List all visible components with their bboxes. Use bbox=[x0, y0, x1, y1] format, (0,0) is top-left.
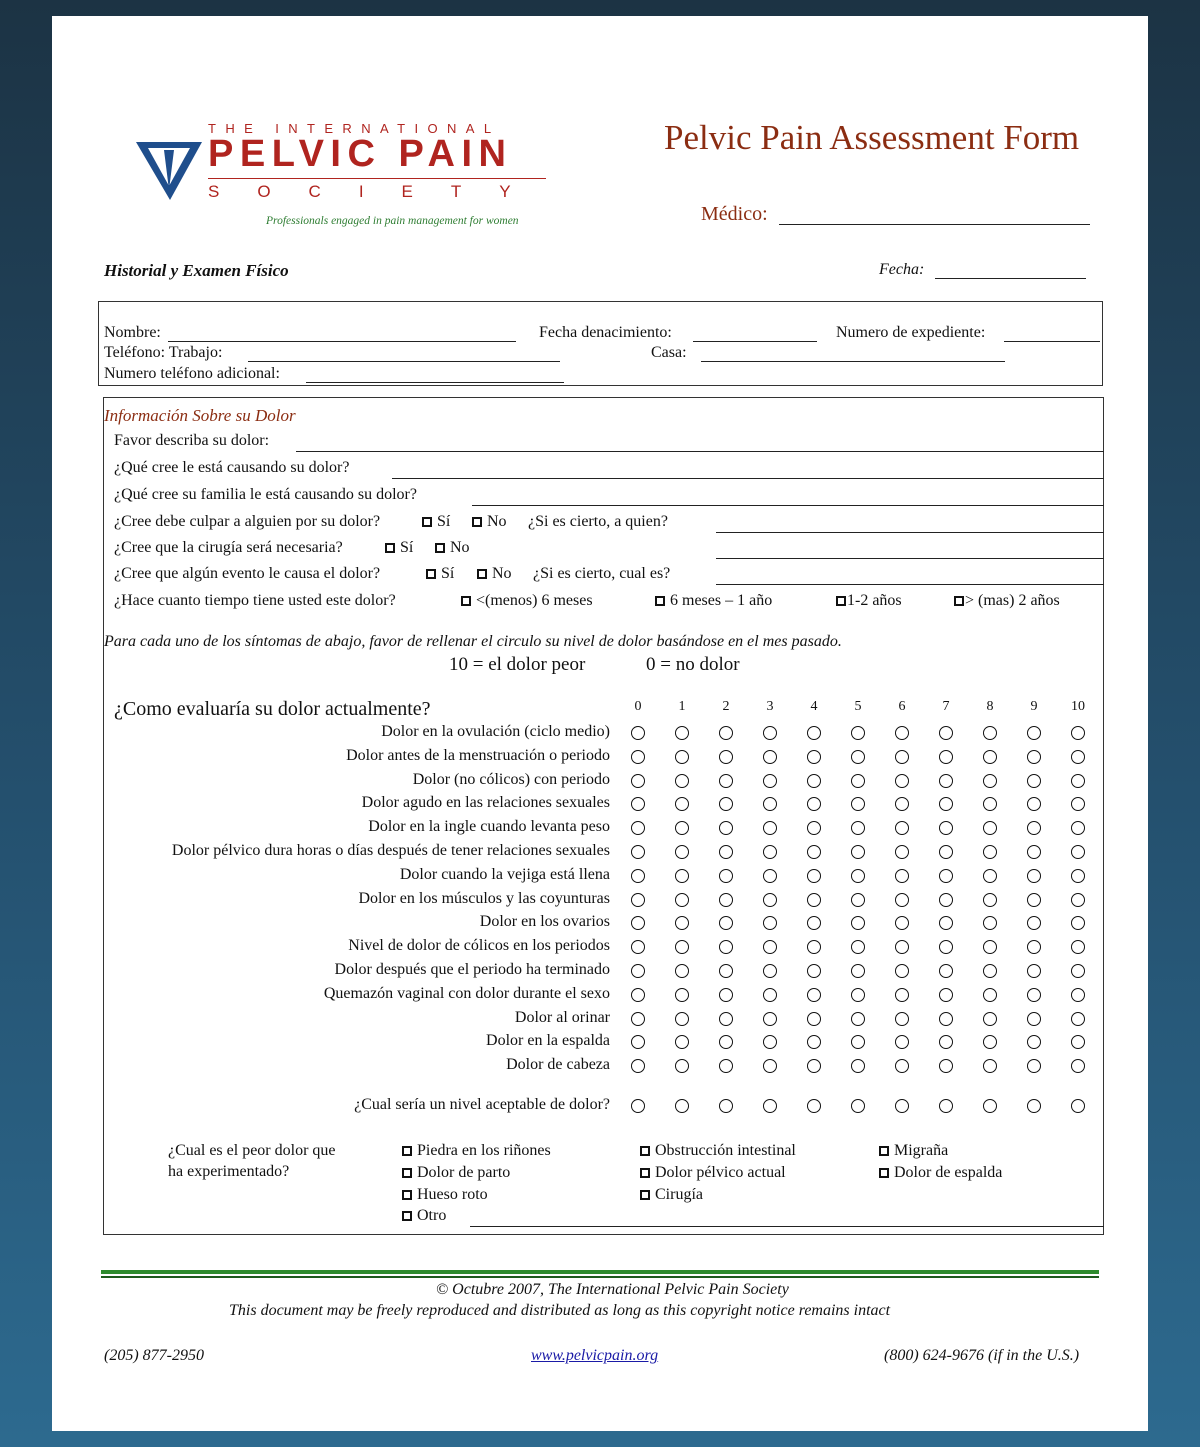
rating-radio-0[interactable] bbox=[631, 893, 645, 907]
worst-option-col2-1[interactable]: Dolor pélvico actual bbox=[640, 1164, 786, 1182]
symptom-label: Dolor de cabeza bbox=[506, 1056, 610, 1074]
rating-radio-6[interactable] bbox=[895, 845, 909, 859]
scale-instructions: Para cada uno de los síntomas de abajo, favor de rellenar el circulo su nivel de dolor basándose en el mes pasado. bbox=[104, 633, 842, 650]
rating-radio-3[interactable] bbox=[763, 750, 777, 764]
expediente-field[interactable] bbox=[1004, 341, 1100, 342]
worst-option-col2-0[interactable]: Obstrucción intestinal bbox=[640, 1142, 796, 1160]
event-yes-checkbox[interactable]: Sí bbox=[426, 565, 454, 583]
describe-field[interactable] bbox=[296, 451, 1104, 452]
scale-number-7: 7 bbox=[942, 699, 950, 714]
expediente-label: Numero de expediente: bbox=[836, 324, 986, 341]
rating-radio-1[interactable] bbox=[675, 988, 689, 1002]
acceptable-radio-1[interactable] bbox=[675, 1099, 689, 1113]
rating-radio-2[interactable] bbox=[719, 988, 733, 1002]
rating-radio-10[interactable] bbox=[1071, 726, 1085, 740]
rating-radio-2[interactable] bbox=[719, 964, 733, 978]
rating-radio-7[interactable] bbox=[939, 1012, 953, 1026]
fecha-nacimiento-label: Fecha denacimiento: bbox=[539, 324, 672, 341]
rating-radio-2[interactable] bbox=[719, 893, 733, 907]
form-title: Pelvic Pain Assessment Form bbox=[664, 118, 1080, 157]
rating-radio-7[interactable] bbox=[939, 869, 953, 883]
rating-radio-6[interactable] bbox=[895, 964, 909, 978]
duration-option-2[interactable]: 6 meses – 1 año bbox=[655, 592, 772, 610]
symptom-label: Dolor en la ovulación (ciclo medio) bbox=[381, 723, 610, 740]
rating-radio-8[interactable] bbox=[983, 845, 997, 859]
scale-number-4: 4 bbox=[810, 699, 818, 714]
rating-radio-10[interactable] bbox=[1071, 750, 1085, 764]
rating-radio-1[interactable] bbox=[675, 1012, 689, 1026]
rating-radio-0[interactable] bbox=[631, 845, 645, 859]
rating-radio-5[interactable] bbox=[851, 988, 865, 1002]
event-which-field[interactable] bbox=[716, 584, 1104, 585]
acceptable-radio-3[interactable] bbox=[763, 1099, 777, 1113]
telefono-trabajo-label: Teléfono: Trabajo: bbox=[104, 344, 223, 361]
telefono-trabajo-field[interactable] bbox=[248, 361, 560, 362]
logo-line3: SOCIETY bbox=[208, 182, 549, 201]
symptom-label: Dolor en los ovarios bbox=[479, 913, 610, 931]
fecha-field[interactable] bbox=[935, 278, 1086, 279]
rating-radio-0[interactable] bbox=[631, 988, 645, 1002]
symptom-label: Dolor agudo en las relaciones sexuales bbox=[361, 794, 610, 812]
symptom-label: Dolor después que el periodo ha terminado bbox=[334, 961, 610, 978]
blame-who-label: ¿Si es cierto, a quien? bbox=[528, 513, 668, 530]
scale-number-3: 3 bbox=[766, 699, 774, 714]
rating-radio-0[interactable] bbox=[631, 964, 645, 978]
acceptable-radio-6[interactable] bbox=[895, 1099, 909, 1113]
duration-label: ¿Hace cuanto tiempo tiene usted este dolor? bbox=[114, 592, 396, 609]
event-label: ¿Cree que algún evento le causa el dolor? bbox=[114, 565, 381, 582]
symptom-label: Nivel de dolor de cólicos en los periodos bbox=[348, 937, 610, 955]
acceptable-radio-9[interactable] bbox=[1027, 1099, 1041, 1113]
rating-radio-3[interactable] bbox=[763, 726, 777, 740]
casa-label: Casa: bbox=[651, 344, 687, 361]
scale-number-9: 9 bbox=[1030, 699, 1038, 714]
rating-radio-0[interactable] bbox=[631, 726, 645, 740]
otro-field[interactable] bbox=[470, 1226, 1104, 1227]
surgery-no-checkbox[interactable]: No bbox=[435, 539, 470, 557]
acceptable-radio-0[interactable] bbox=[631, 1099, 645, 1113]
family-label: ¿Qué cree su familia le está causando su dolor? bbox=[114, 486, 417, 503]
scale-number-6: 6 bbox=[898, 699, 906, 714]
rating-radio-0[interactable] bbox=[631, 869, 645, 883]
fecha-label: Fecha: bbox=[879, 261, 925, 278]
rating-radio-4[interactable] bbox=[807, 774, 821, 788]
rating-radio-6[interactable] bbox=[895, 750, 909, 764]
worst-option-col3-0[interactable]: Migraña bbox=[879, 1142, 948, 1160]
rating-radio-5[interactable] bbox=[851, 774, 865, 788]
rating-radio-2[interactable] bbox=[719, 726, 733, 740]
surgery-rule bbox=[716, 558, 1104, 559]
scale-number-8: 8 bbox=[986, 699, 994, 714]
rating-radio-4[interactable] bbox=[807, 988, 821, 1002]
rating-radio-3[interactable] bbox=[763, 964, 777, 978]
rating-radio-8[interactable] bbox=[983, 988, 997, 1002]
symptom-label: Dolor cuando la vejiga está llena bbox=[399, 865, 610, 883]
rating-radio-8[interactable] bbox=[983, 726, 997, 740]
rating-radio-3[interactable] bbox=[763, 774, 777, 788]
acceptable-radio-2[interactable] bbox=[719, 1099, 733, 1113]
footer-rule-green bbox=[101, 1270, 1099, 1274]
rating-radio-5[interactable] bbox=[851, 726, 865, 740]
symptom-label: Dolor en los músculos y las coyunturas bbox=[358, 889, 610, 907]
symptom-label: Dolor al orinar bbox=[514, 1008, 610, 1026]
acceptable-radio-10[interactable] bbox=[1071, 1099, 1085, 1113]
logo-divider bbox=[208, 178, 546, 179]
symptom-label: Dolor antes de la menstruación o periodo bbox=[346, 746, 610, 764]
event-no-checkbox[interactable]: No bbox=[477, 565, 512, 583]
rating-radio-9[interactable] bbox=[1027, 964, 1041, 978]
rating-radio-4[interactable] bbox=[807, 726, 821, 740]
rating-radio-0[interactable] bbox=[631, 750, 645, 764]
blame-yes-checkbox[interactable]: Sí bbox=[422, 513, 450, 531]
rating-radio-1[interactable] bbox=[675, 964, 689, 978]
symptom-label: Dolor en la espalda bbox=[486, 1032, 610, 1050]
rating-radio-10[interactable] bbox=[1071, 1012, 1085, 1026]
acceptable-radio-4[interactable] bbox=[807, 1099, 821, 1113]
rating-radio-9[interactable] bbox=[1027, 1012, 1041, 1026]
rating-radio-9[interactable] bbox=[1027, 726, 1041, 740]
rating-radio-5[interactable] bbox=[851, 845, 865, 859]
telefono-adicional-label: Numero teléfono adicional: bbox=[104, 365, 280, 382]
rating-radio-6[interactable] bbox=[895, 1012, 909, 1026]
worst-option-col1-3[interactable]: Otro bbox=[402, 1207, 446, 1225]
symptom-label: Dolor en la ingle cuando levanta peso bbox=[368, 818, 610, 836]
rating-radio-10[interactable] bbox=[1071, 845, 1085, 859]
logo-tagline: Professionals engaged in pain management for women bbox=[266, 215, 519, 227]
rating-radio-5[interactable] bbox=[851, 964, 865, 978]
rating-radio-2[interactable] bbox=[719, 750, 733, 764]
rating-radio-6[interactable] bbox=[895, 988, 909, 1002]
rating-radio-9[interactable] bbox=[1027, 893, 1041, 907]
scale-number-10: 10 bbox=[1071, 699, 1085, 714]
scale-number-5: 5 bbox=[854, 699, 862, 714]
rating-radio-9[interactable] bbox=[1027, 774, 1041, 788]
worst-option-col1-0[interactable]: Piedra en los riñones bbox=[402, 1142, 551, 1160]
duration-option-3[interactable]: 1-2 años bbox=[836, 592, 902, 610]
acceptable-label: ¿Cual sería un nivel aceptable de dolor? bbox=[354, 1096, 610, 1113]
rating-radio-3[interactable] bbox=[763, 869, 777, 883]
acceptable-radio-8[interactable] bbox=[983, 1099, 997, 1113]
casa-field[interactable] bbox=[701, 361, 1005, 362]
duration-option-4[interactable]: > (mas) 2 años bbox=[954, 592, 1060, 610]
describe-label: Favor describa su dolor: bbox=[114, 432, 270, 449]
rating-radio-0[interactable] bbox=[631, 1012, 645, 1026]
rating-radio-2[interactable] bbox=[719, 845, 733, 859]
rating-radio-4[interactable] bbox=[807, 750, 821, 764]
footer-copyright: © Octubre 2007, The International Pelvic Pain Society bbox=[436, 1281, 789, 1298]
worst-option-col1-2[interactable]: Hueso roto bbox=[402, 1186, 488, 1204]
nombre-field[interactable] bbox=[168, 341, 516, 342]
rating-radio-10[interactable] bbox=[1071, 893, 1085, 907]
surgery-label: ¿Cree que la cirugía será necesaria? bbox=[114, 539, 343, 556]
rating-radio-7[interactable] bbox=[939, 964, 953, 978]
cause-label: ¿Qué cree le está causando su dolor? bbox=[114, 459, 350, 476]
rating-radio-9[interactable] bbox=[1027, 869, 1041, 883]
scale-number-0: 0 bbox=[634, 699, 642, 714]
rating-radio-1[interactable] bbox=[675, 845, 689, 859]
fecha-nacimiento-field[interactable] bbox=[693, 341, 817, 342]
rating-radio-7[interactable] bbox=[939, 726, 953, 740]
worst-question-line1: ¿Cual es el peor dolor que bbox=[168, 1142, 336, 1159]
scale-max-label: 10 = el dolor peor bbox=[449, 654, 586, 675]
rating-radio-7[interactable] bbox=[939, 988, 953, 1002]
nombre-label: Nombre: bbox=[104, 324, 161, 341]
rating-radio-9[interactable] bbox=[1027, 845, 1041, 859]
footer-rule-dark bbox=[101, 1276, 1099, 1278]
rating-radio-6[interactable] bbox=[895, 726, 909, 740]
worst-question-line2: ha experimentado? bbox=[168, 1163, 290, 1180]
surgery-yes-checkbox[interactable]: Sí bbox=[385, 539, 413, 557]
rating-radio-2[interactable] bbox=[719, 869, 733, 883]
rating-radio-10[interactable] bbox=[1071, 964, 1085, 978]
acceptable-radio-5[interactable] bbox=[851, 1099, 865, 1113]
rating-radio-1[interactable] bbox=[675, 774, 689, 788]
medico-field[interactable] bbox=[779, 224, 1090, 225]
scale-number-2: 2 bbox=[722, 699, 730, 714]
rating-radio-10[interactable] bbox=[1071, 774, 1085, 788]
rating-radio-7[interactable] bbox=[939, 893, 953, 907]
rating-question: ¿Como evaluaría su dolor actualmente? bbox=[114, 698, 431, 720]
footer-phone-us: (800) 624-9676 (if in the U.S.) bbox=[884, 1347, 1080, 1364]
rating-radio-2[interactable] bbox=[719, 774, 733, 788]
pain-info-title: Información Sobre su Dolor bbox=[104, 406, 296, 425]
rating-radio-1[interactable] bbox=[675, 750, 689, 764]
rating-radio-5[interactable] bbox=[851, 869, 865, 883]
rating-radio-4[interactable] bbox=[807, 893, 821, 907]
worst-option-col1-1[interactable]: Dolor de parto bbox=[402, 1164, 510, 1182]
rating-radio-8[interactable] bbox=[983, 774, 997, 788]
rating-radio-1[interactable] bbox=[675, 726, 689, 740]
rating-radio-3[interactable] bbox=[763, 845, 777, 859]
rating-radio-9[interactable] bbox=[1027, 750, 1041, 764]
symptom-label: Dolor (no cólicos) con periodo bbox=[412, 770, 610, 788]
rating-radio-10[interactable] bbox=[1071, 869, 1085, 883]
cause-field[interactable] bbox=[392, 478, 1104, 479]
rating-radio-1[interactable] bbox=[675, 869, 689, 883]
footer-website-link[interactable]: www.pelvicpain.org bbox=[531, 1347, 659, 1364]
medico-label: Médico: bbox=[701, 203, 768, 225]
rating-radio-1[interactable] bbox=[675, 893, 689, 907]
rating-radio-7[interactable] bbox=[939, 774, 953, 788]
symptom-label: Dolor pélvico dura horas o días después de tener relaciones sexuales bbox=[171, 842, 610, 859]
rating-radio-9[interactable] bbox=[1027, 988, 1041, 1002]
event-which-label: ¿Si es cierto, cual es? bbox=[533, 565, 671, 582]
rating-radio-8[interactable] bbox=[983, 750, 997, 764]
scale-min-label: 0 = no dolor bbox=[646, 654, 740, 675]
rating-radio-4[interactable] bbox=[807, 1012, 821, 1026]
worst-option-col3-1[interactable]: Dolor de espalda bbox=[879, 1164, 1002, 1182]
rating-radio-4[interactable] bbox=[807, 845, 821, 859]
rating-radio-5[interactable] bbox=[851, 750, 865, 764]
rating-radio-0[interactable] bbox=[631, 774, 645, 788]
rating-radio-3[interactable] bbox=[763, 893, 777, 907]
rating-radio-4[interactable] bbox=[807, 964, 821, 978]
logo-chevron-icon bbox=[134, 138, 204, 202]
blame-who-field[interactable] bbox=[716, 532, 1104, 533]
footer-phone-local: (205) 877-2950 bbox=[104, 1347, 204, 1364]
rating-radio-3[interactable] bbox=[763, 988, 777, 1002]
rating-radio-3[interactable] bbox=[763, 1012, 777, 1026]
acceptable-radio-7[interactable] bbox=[939, 1099, 953, 1113]
rating-radio-2[interactable] bbox=[719, 1012, 733, 1026]
duration-option-1[interactable]: <(menos) 6 meses bbox=[461, 592, 593, 610]
scale-number-1: 1 bbox=[678, 699, 686, 714]
rating-radio-8[interactable] bbox=[983, 964, 997, 978]
rating-radio-4[interactable] bbox=[807, 869, 821, 883]
symptom-label: Quemazón vaginal con dolor durante el sexo bbox=[323, 984, 610, 1002]
rating-radio-7[interactable] bbox=[939, 845, 953, 859]
logo-line2: PELVIC PAIN bbox=[208, 133, 513, 175]
rating-radio-6[interactable] bbox=[895, 774, 909, 788]
logo-line1: THE INTERNATIONAL bbox=[208, 121, 501, 136]
rating-radio-8[interactable] bbox=[983, 893, 997, 907]
rating-radio-10[interactable] bbox=[1071, 988, 1085, 1002]
rating-radio-7[interactable] bbox=[939, 750, 953, 764]
blame-label: ¿Cree debe culpar a alguien por su dolor? bbox=[114, 513, 381, 530]
footer-notice: This document may be freely reproduced and distributed as long as this copyright notice remains intact bbox=[229, 1302, 891, 1319]
rating-radio-5[interactable] bbox=[851, 1012, 865, 1026]
rating-radio-5[interactable] bbox=[851, 893, 865, 907]
blame-no-checkbox[interactable]: No bbox=[472, 513, 507, 531]
section-history-label: Historial y Examen Físico bbox=[104, 261, 289, 280]
rating-radio-6[interactable] bbox=[895, 893, 909, 907]
worst-option-col2-2[interactable]: Cirugía bbox=[640, 1186, 703, 1204]
rating-radio-8[interactable] bbox=[983, 869, 997, 883]
family-field[interactable] bbox=[472, 505, 1104, 506]
rating-radio-8[interactable] bbox=[983, 1012, 997, 1026]
rating-radio-6[interactable] bbox=[895, 869, 909, 883]
telefono-adicional-field[interactable] bbox=[306, 382, 564, 383]
